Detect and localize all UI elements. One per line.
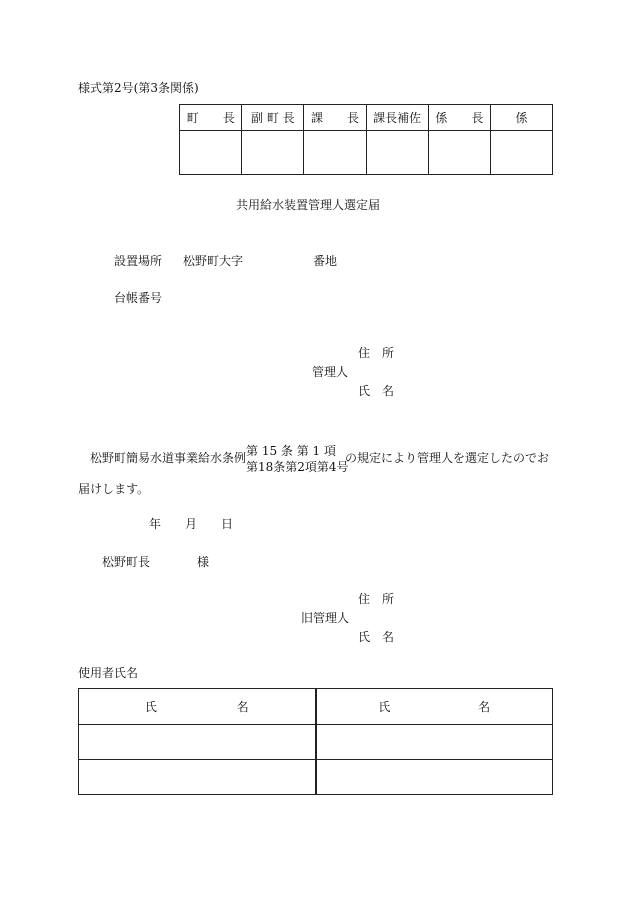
- stamp-box-mayor[interactable]: [180, 131, 242, 175]
- date-month: 月: [185, 517, 198, 531]
- date-year: 年: [149, 517, 162, 531]
- approval-header-deputy-mayor: 副 町 長: [242, 105, 304, 131]
- article-reference: [246, 443, 349, 475]
- user-name-cell[interactable]: [79, 725, 316, 760]
- users-header-left: [79, 689, 316, 725]
- article-line-1: 第 15 条 第 1 項: [246, 444, 336, 458]
- users-header-right-a: 氏: [378, 700, 391, 714]
- old-manager-name-label: 氏 名: [358, 630, 395, 644]
- approval-header-section-chief: 課 長: [304, 105, 366, 131]
- stamp-box-section-chief[interactable]: [304, 131, 366, 175]
- addressee-name: 松野町長: [102, 555, 151, 569]
- stamp-box-assistant-chief[interactable]: [366, 131, 428, 175]
- user-name-cell[interactable]: [79, 760, 316, 795]
- old-manager-role-label: 旧管理人: [301, 611, 350, 625]
- users-table: [78, 688, 553, 795]
- article-line-2: 第18条第2項第4号: [246, 460, 349, 475]
- user-name-cell[interactable]: [316, 760, 553, 795]
- users-header-right: [316, 689, 553, 725]
- approval-header-subsection-chief: 係 長: [428, 105, 490, 131]
- users-label: 使用者氏名: [78, 666, 139, 680]
- approval-header-mayor: 町 長: [180, 105, 242, 131]
- location-label: 設置場所: [114, 254, 163, 268]
- approval-stamp-table: [179, 104, 553, 175]
- manager-address-label: 住 所: [358, 346, 395, 360]
- stamp-box-subsection-chief[interactable]: [428, 131, 490, 175]
- location-suffix: 番地: [313, 254, 338, 268]
- old-manager-address-label: 住 所: [358, 592, 395, 606]
- users-header-left-b: 名: [236, 700, 249, 714]
- ledger-number-label: 台帳番号: [114, 291, 163, 305]
- addressee-honorific: 様: [197, 555, 210, 569]
- statement-text: の規定により管理人を選定したのでお: [345, 451, 550, 465]
- statement-continuation: 届けします。: [78, 482, 150, 496]
- stamp-box-deputy-mayor[interactable]: [242, 131, 304, 175]
- location-prefix: 松野町大字: [183, 254, 244, 268]
- manager-name-label: 氏 名: [358, 384, 395, 398]
- form-number: 様式第2号(第3条関係): [78, 81, 199, 95]
- stamp-box-staff[interactable]: [491, 131, 553, 175]
- approval-header-staff: 係: [491, 105, 553, 131]
- users-header-left-a: 氏: [144, 700, 157, 714]
- document-title: 共用給水装置管理人選定届: [236, 198, 381, 212]
- ordinance-name: 松野町簡易水道事業給水条例: [90, 451, 247, 465]
- manager-role-label: 管理人: [312, 365, 349, 379]
- user-name-cell[interactable]: [316, 725, 553, 760]
- approval-header-assistant-chief: 課長補佐: [366, 105, 428, 131]
- users-header-right-b: 名: [478, 700, 491, 714]
- date-day: 日: [221, 517, 234, 531]
